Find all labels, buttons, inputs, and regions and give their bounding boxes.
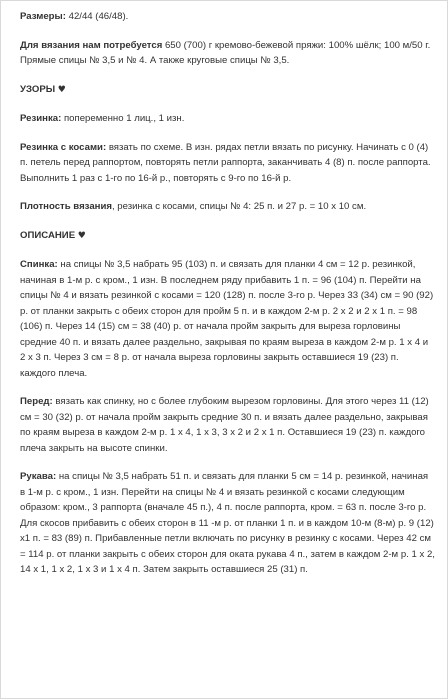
rib-paragraph [20,111,435,127]
cable-rib-label: Резинка с косами: [20,141,107,153]
document-content [20,9,435,591]
front-label: Перед: [20,396,53,407]
heart-icon: ♥ [77,230,86,241]
sizes-text: 42/44 (46/48). [65,11,129,22]
back-label: Спинка: [20,259,58,270]
sleeves-paragraph [20,469,435,578]
back-text: на спицы № 3,5 набрать 95 (103) п. и связать для планки 4 см = 12 р. резинкой, начиная в 1-м р. с кром., 1 изн. В последнем ряду прибавить 1 п. = 96 (104) п. Перейти на спицы № 4 и вязать резинкой с косами = 120 (128) п. после 3-го р. Через 33 (34) см = 90 (92) р. от планки закрыть с обеих сторон для пройм 5 п. и в каждом 2-м р. 2 х 2 и 2 х 1 п. = 98 (106) п. Через 14 (15) см = 38 (40) р. от начала пройм закрыть для выреза горловины средние 40 п. и вязать далее раздельно, закрывая по краям выреза в каждом 2-м р. 1 х 4 и 2 х 3 п. Через 3 см = 8 р. от начала выреза горловины закрыть оставшиеся 19 (23) п. каждого плеча. [20,259,434,379]
description-heading [20,228,435,245]
materials-paragraph [20,38,435,69]
sizes-label: Размеры: [20,11,66,22]
patterns-heading [20,82,435,99]
back-paragraph [20,257,435,381]
cable-rib-paragraph [20,140,435,187]
description-heading-text: ОПИСАНИЕ [20,229,76,241]
gauge-paragraph [20,199,435,215]
heart-icon: ♥ [57,84,66,95]
sizes-paragraph [20,9,435,25]
gauge-text: , резинка с косами, спицы № 4: 25 п. и 27 р. = 10 х 10 см. [111,201,367,212]
patterns-heading-text: УЗОРЫ [20,83,56,95]
rib-text: попеременно 1 лиц., 1 изн. [61,113,185,124]
materials-label: Для вязания нам потребуется [20,39,163,51]
materials-text: 650 (700) г кремово-бежевой пряжи: 100% шёлк; 100 м/50 г. Прямые спицы № 3,5 и № 4. А также круговые спицы № 3,5. [20,39,431,66]
cable-rib-text: вязать по схеме. В изн. рядах петли вязать по рисунку. Начинать с 0 (4) п. петель перед раппортом, повторять петли раппорта, заканчивать 4 (8) п. после раппорта. Выполнить 1 раз с 1-го по 16-й р., повторять с 9-го по 16-й р. [20,141,431,184]
rib-label: Резинка: [20,113,62,124]
front-paragraph [20,394,435,456]
sleeves-label: Рукава: [20,471,57,482]
front-text: вязать как спинку, но с более глубоким вырезом горловины. Для этого через 11 (12) см = 30 (32) р. от начала пройм закрыть средние 30 п. и вязать далее раздельно, закрывая по краям выреза в каждом 2-м р. 1 х 4, 1 х 3, 3 х 2 и 2 х 1 п. Оставшиеся 19 (23) п. каждого плеча закрыть на высоте спинки. [20,396,429,454]
sleeves-text: на спицы № 3,5 набрать 51 п. и связать для планки 5 см = 14 р. резинкой, начиная в 1-м р. с кром., 1 изн. Перейти на спицы № 4 и вязать резинкой с косами следующим образом: кром., 3 раппорта (вначале 45 п.), 4 п. после раппорта, кром. = 63 п. после 3-го р. Для скосов прибавить с обеих сторон в 11 -м р. от планки 1 п. и в каждом 10-м (8-м) р. 9 (12) х1 п. = 83 (89) п. Прибавленные петли включать по рисунку в резинку с косами. Через 42 см = 114 р. от планки закрыть с обеих сторон для оката рукава 4 п., затем в каждом 2-м р. 1 х 2, 14 х 1, 1 х 2, 1 х 3 и 1 х 4 п. Затем закрыть оставшиеся 25 (31) п. [20,471,435,575]
gauge-label: Плотность вязания [20,201,112,212]
